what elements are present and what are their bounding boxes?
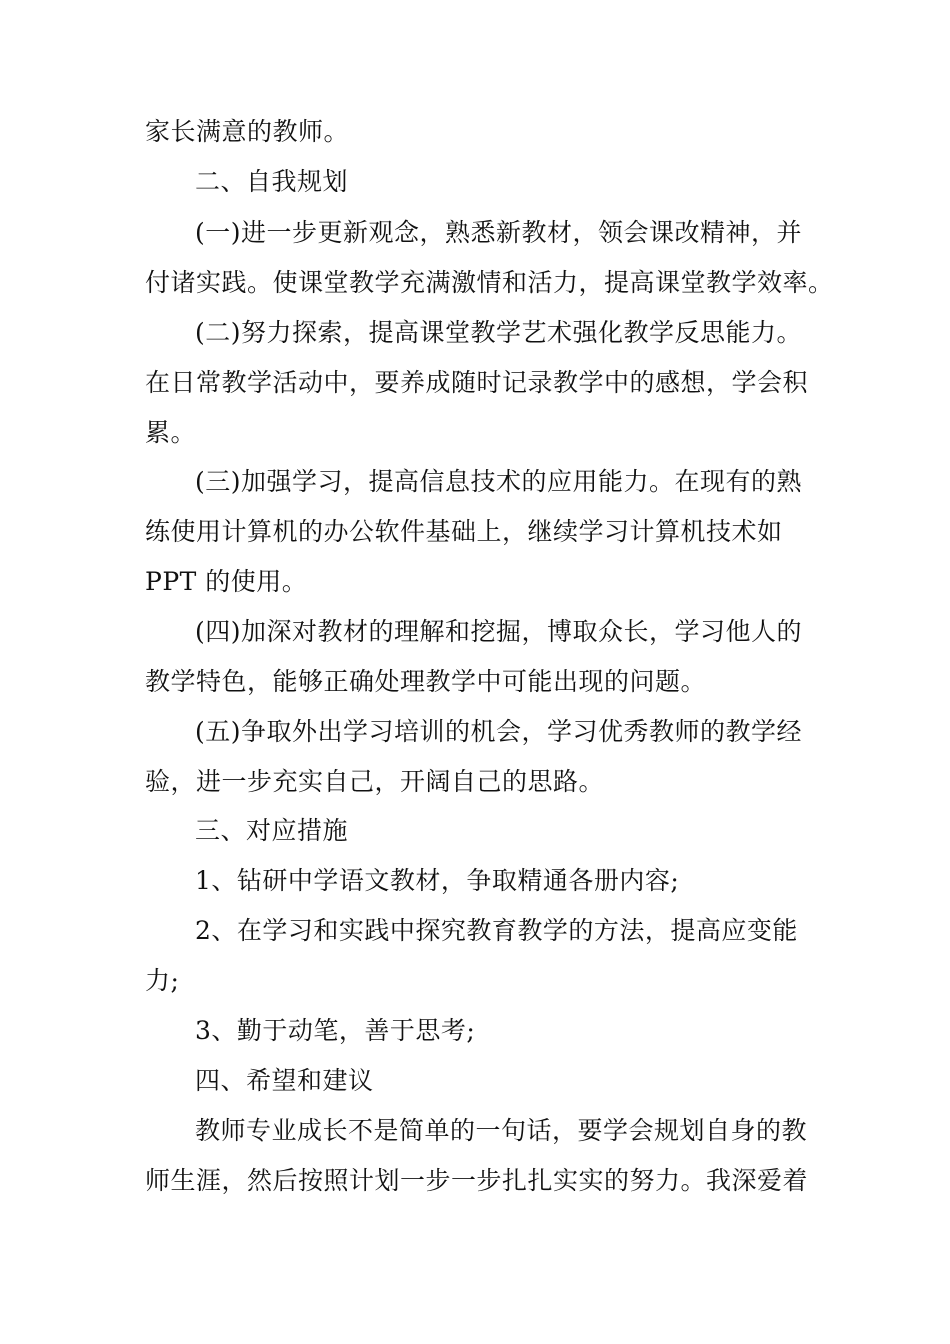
text-line: (一)进一步更新观念，熟悉新教材，领会课改精神，并 [195, 218, 803, 247]
section-heading-self-planning: 二、自我规划 [195, 167, 349, 196]
text-line: 力; [145, 966, 180, 995]
section-heading-measures: 三、对应措施 [195, 816, 349, 845]
text-line: (四)加深对教材的理解和挖掘，博取众长，学习他人的 [195, 617, 803, 646]
list-item: 1、钻研中学语文教材，争取精通各册内容; [195, 866, 680, 895]
list-item: 3、勤于动笔，善于思考; [195, 1016, 476, 1045]
text-line: (三)加强学习，提高信息技术的应用能力。在现有的熟 [195, 467, 803, 496]
text-line: 付诸实践。使课堂教学充满激情和活力，提高课堂教学效率。 [145, 268, 834, 297]
text-line: 验，进一步充实自己，开阔自己的思路。 [145, 767, 605, 796]
text-line: 师生涯，然后按照计划一步一步扎扎实实的努力。我深爱着 [145, 1166, 809, 1195]
text-line: PPT 的使用。 [145, 567, 308, 596]
text-line: 练使用计算机的办公软件基础上，继续学习计算机技术如 [145, 517, 783, 546]
text-line: 教师专业成长不是简单的一句话，要学会规划自身的教 [195, 1116, 808, 1145]
text-line: (五)争取外出学习培训的机会，学习优秀教师的教学经 [195, 717, 803, 746]
text-line: 教学特色，能够正确处理教学中可能出现的问题。 [145, 667, 707, 696]
text-line: 在日常教学活动中，要养成随时记录教学中的感想，学会积 [145, 368, 809, 397]
text-line: 累。 [145, 418, 197, 447]
text-line: 家长满意的教师。 [145, 117, 350, 146]
text-line: (二)努力探索，提高课堂教学艺术强化教学反思能力。 [195, 318, 803, 347]
section-heading-hopes: 四、希望和建议 [195, 1066, 374, 1095]
list-item: 2、在学习和实践中探究教育教学的方法，提高应变能 [195, 916, 798, 945]
